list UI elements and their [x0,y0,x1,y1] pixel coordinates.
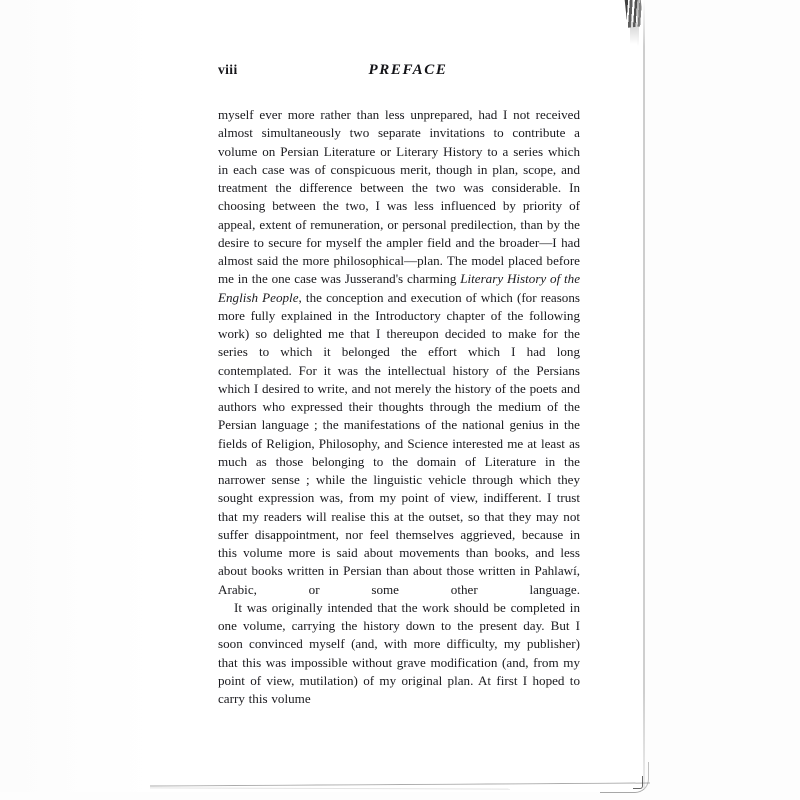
bottom-page-edge-secondary [150,787,510,795]
text-run: It was originally intended that the work should be completed in one volume, carrying the history down to the present day. But I soon convinced myself (and, with more difficulty, my publisher) that this was impossible without grave modification (and, from my point of view, mutilation) of my original plan. At first I hoped to carry this volume [218,599,580,706]
text-run: , the conception and execution of which (for reasons more fully explained in the Introductory chapter of the following work) so delighted me that I thereupon decided to make for the series to which it belonged the effort which I had long contemplated. For it was the intellectual history of the Persians which I desired to write, and not merely the history of the poets and authors who expressed their thoughts through the medium of the Persian language ; the manifestations of the national genius in the fields of Religion, Philosophy, and Science interested me at least as much as those belonging to the domain of Literature in the narrower sense ; while the linguistic vehicle through which they sought expression was, from my point of view, indifferent. I trust that my readers will realise this at the outset, so that they may not suffer disappointment, nor feel themselves aggrieved, because in this volume more is said about movements than books, and less about books written in Persian than about those written in Pahlawí, Arabic, or some other language. [218,289,580,597]
paragraph [218,599,580,709]
page-folio-number: viii [218,62,238,77]
top-fold-smudge [630,22,637,44]
paragraph [218,106,580,599]
running-head-title: PREFACE [368,62,448,78]
text-block [218,62,580,708]
top-fold-line [637,0,639,46]
running-head [218,62,580,92]
right-page-edge [643,0,645,788]
italic-title-run: Literary History of the English People [218,271,581,305]
paragraph-container [218,106,580,708]
corner-curl-tick [633,776,643,789]
page-gutter-shading [0,0,156,792]
text-run: myself ever more rather than less unprepared, had I not received almost simultaneously two separate invitations to contribute a volume on Persian Literature or Literary History to a series which in each case was of conspicuous merit, though in plan, scope, and treatment the difference between the two was considerable. In choosing between the two, I was less influenced by priority of appeal, extent of remuneration, or personal predilection, than by the desire to secure for myself the ampler field and the broader—I had almost said the more philosophical—plan. The model placed before me in the one case was Jusserand's charming [218,107,580,287]
